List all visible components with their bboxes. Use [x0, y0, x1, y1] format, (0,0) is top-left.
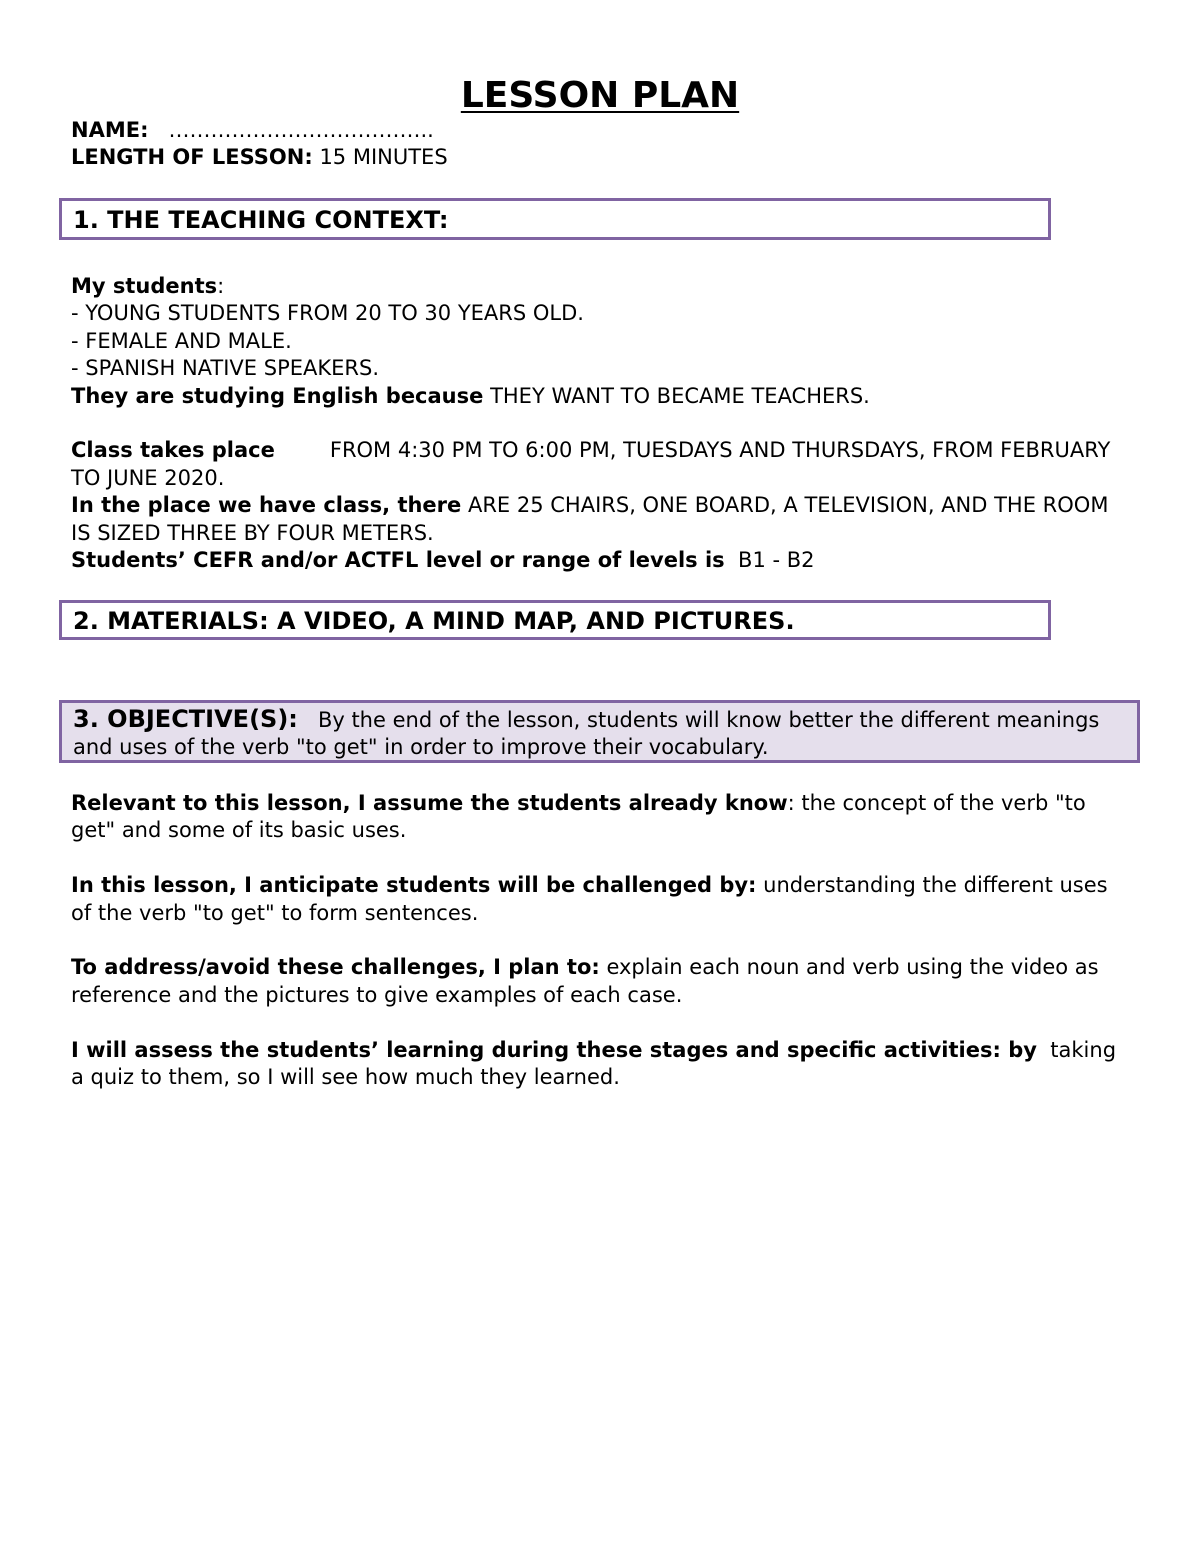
objectives-text: By the end of the lesson, students will know better the different meanings and uses of the verb "to get" in order to improve their vocabulary. [73, 708, 1100, 760]
challenges-paragraph: In this lesson, I anticipate students will be challenged by: understanding the different uses of the verb "to get" to form sentences. [71, 873, 1108, 925]
teaching-context-body [71, 273, 1131, 574]
student-item: - FEMALE AND MALE. [71, 328, 292, 353]
student-item: - YOUNG STUDENTS FROM 20 TO 30 YEARS OLD. [71, 301, 584, 326]
objectives-heading: 3. OBJECTIVE(S): [73, 705, 298, 733]
level-line: Students’ CEFR and/or ACTFL level or range of levels is B1 - B2 [71, 548, 815, 573]
name-line: NAME: ……………………………….. [71, 118, 434, 142]
classroom-description: In the place we have class, there ARE 25 CHAIRS, ONE BOARD, A TELEVISION, AND THE ROOM IS SIZED THREE BY FOUR METERS. [71, 493, 1109, 545]
class-schedule: Class takes place FROM 4:30 PM TO 6:00 PM, TUESDAYS AND THURSDAYS, FROM FEBRUARY TO JUNE 2020. [71, 438, 1111, 490]
student-item: - SPANISH NATIVE SPEAKERS. [71, 356, 380, 381]
page-title: LESSON PLAN [460, 75, 740, 116]
assessment-paragraph: I will assess the students’ learning during these stages and specific activities: by taking a quiz to them, so I will see how much they learned. [71, 1037, 1117, 1090]
studying-reason: They are studying English because THEY WANT TO BECAME TEACHERS. [71, 383, 870, 408]
section-materials-heading: 2. MATERIALS: A VIDEO, A MIND MAP, AND PICTURES. [59, 600, 1051, 640]
section-objectives [59, 700, 1140, 763]
length-line: LENGTH OF LESSON: 15 MINUTES [71, 145, 448, 170]
header-info [71, 117, 1131, 172]
students-heading: My students: [71, 274, 225, 298]
lesson-notes [71, 790, 1131, 1091]
plan-paragraph: To address/avoid these challenges, I plan to: explain each noun and verb using the video as reference and the pictures to give examples of each case. [71, 955, 1099, 1007]
section-teaching-context-heading: 1. THE TEACHING CONTEXT: [59, 198, 1051, 240]
prior-knowledge-paragraph: Relevant to this lesson, I assume the students already know: the concept of the verb "to get" and some of its basic uses. [71, 791, 1086, 843]
